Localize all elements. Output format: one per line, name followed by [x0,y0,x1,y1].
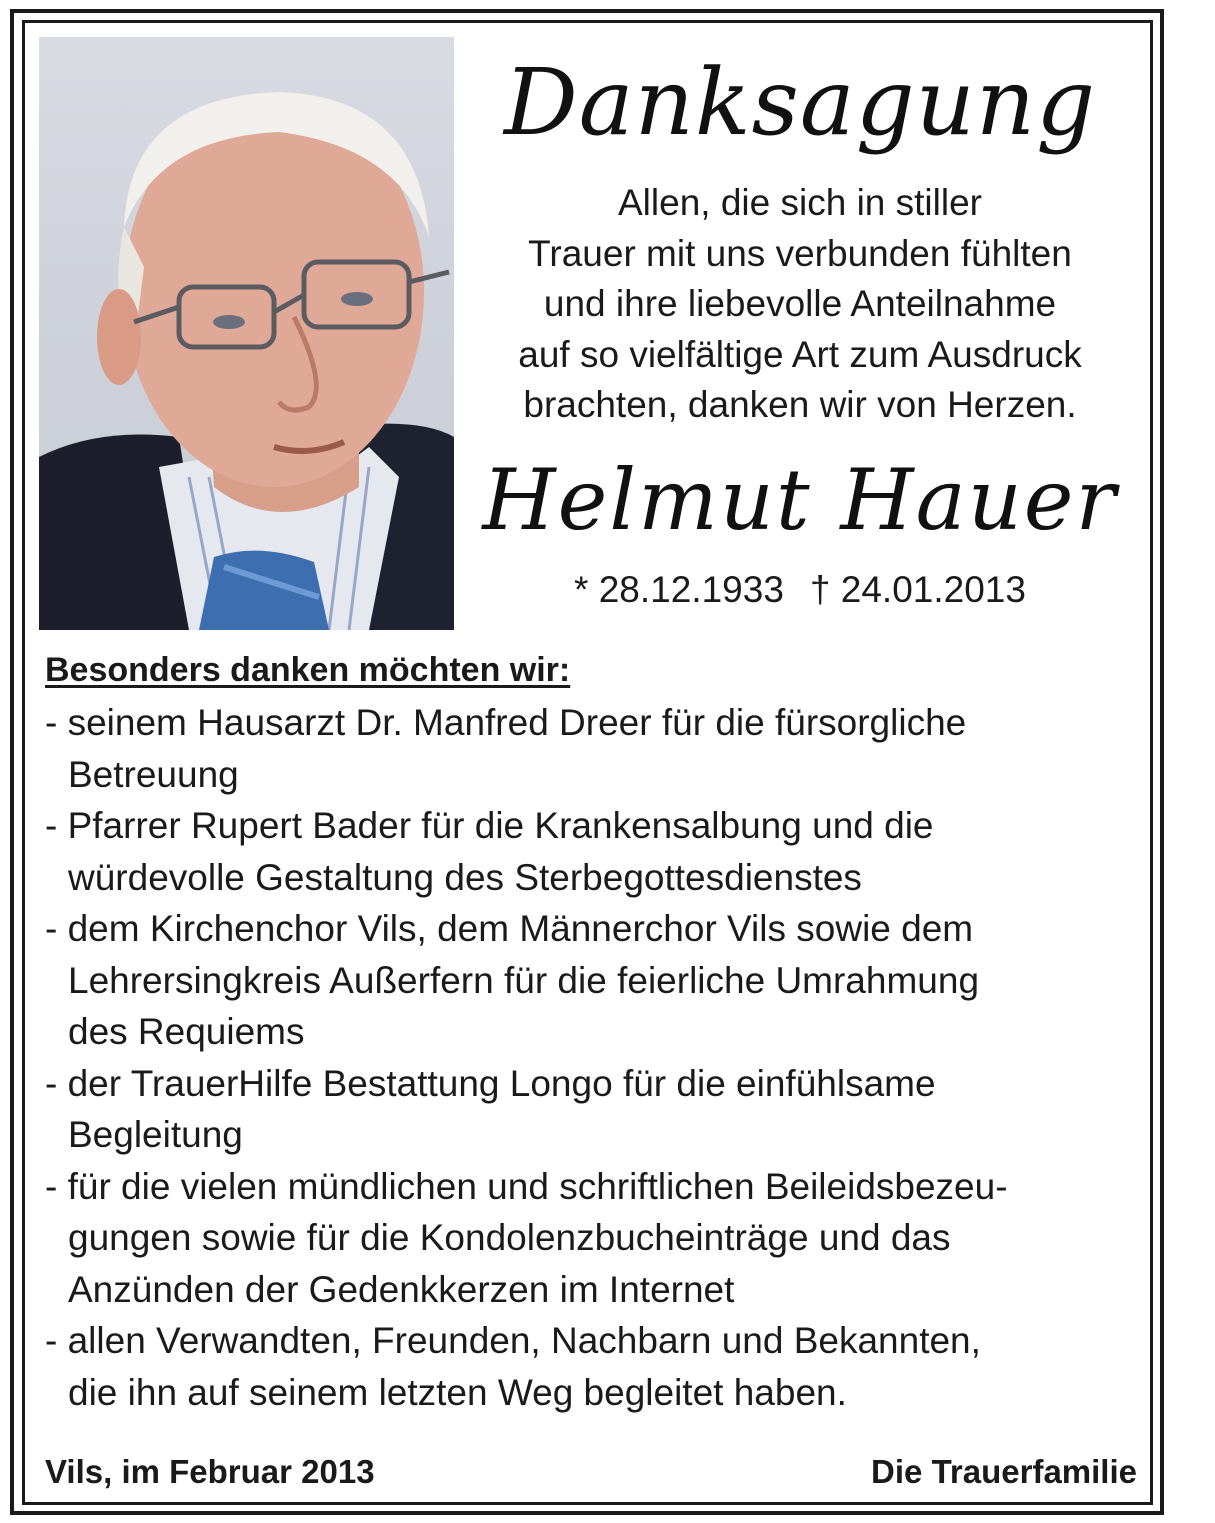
thanks-line: - Pfarrer Rupert Bader für die Krankensalbung und die [45,805,934,846]
thanks-heading: Besonders danken möchten wir: [45,651,571,689]
thanks-line: Begleitung [68,1114,243,1155]
thanks-line: Anzünden der Gedenkkerzen im Internet [68,1268,735,1310]
death-date: † 24.01.2013 [809,569,1026,610]
thanks-line: - für die vielen mündlichen und schriftlichen Beileidsbezeu- [45,1165,1008,1207]
signature-family: Die Trauerfamilie [871,1453,1137,1490]
deceased-name: Helmut Hauer [482,451,1118,549]
intro-line: Allen, die sich in stiller [618,182,982,223]
thanks-line: Lehrersingkreis Außerfern für die feierliche Umrahmung [68,959,980,1001]
thanks-line: des Requiems [68,1011,305,1052]
intro-line: brachten, danken wir von Herzen. [523,384,1077,425]
thanks-line: Betreuung [68,753,239,795]
thanks-line: - seinem Hausarzt Dr. Manfred Dreer für die fürsorgliche [45,702,967,743]
intro-line: und ihre liebevolle Anteilnahme [543,283,1057,324]
birth-date: * 28.12.1933 [574,569,784,610]
thanks-list [45,697,1145,1418]
thanks-line: - allen Verwandten, Freunden, Nachbarn und Bekannten, [45,1320,981,1361]
life-dates [470,566,1130,614]
place-date: Vils, im Februar 2013 [45,1453,375,1490]
thanks-line: gungen sowie für die Kondolenzbucheinträge und das [68,1217,951,1258]
thanks-line: - der TrauerHilfe Bestattung Longo für die einfühlsame [45,1062,936,1104]
thanks-line: - dem Kirchenchor Vils, dem Männerchor Vils sowie dem [45,908,974,949]
portrait-illustration [39,37,454,630]
intro-line: auf so vielfältige Art zum Ausdruck [518,333,1082,375]
intro-text [470,178,1130,431]
page-title: Danksagung [504,49,1096,156]
intro-line: Trauer mit uns verbunden fühlten [528,232,1072,274]
portrait-photo [39,37,454,630]
thanks-line: würdevolle Gestaltung des Sterbegottesdienstes [68,856,862,898]
thanks-line: die ihn auf seinem letzten Weg begleitet haben. [68,1371,847,1413]
